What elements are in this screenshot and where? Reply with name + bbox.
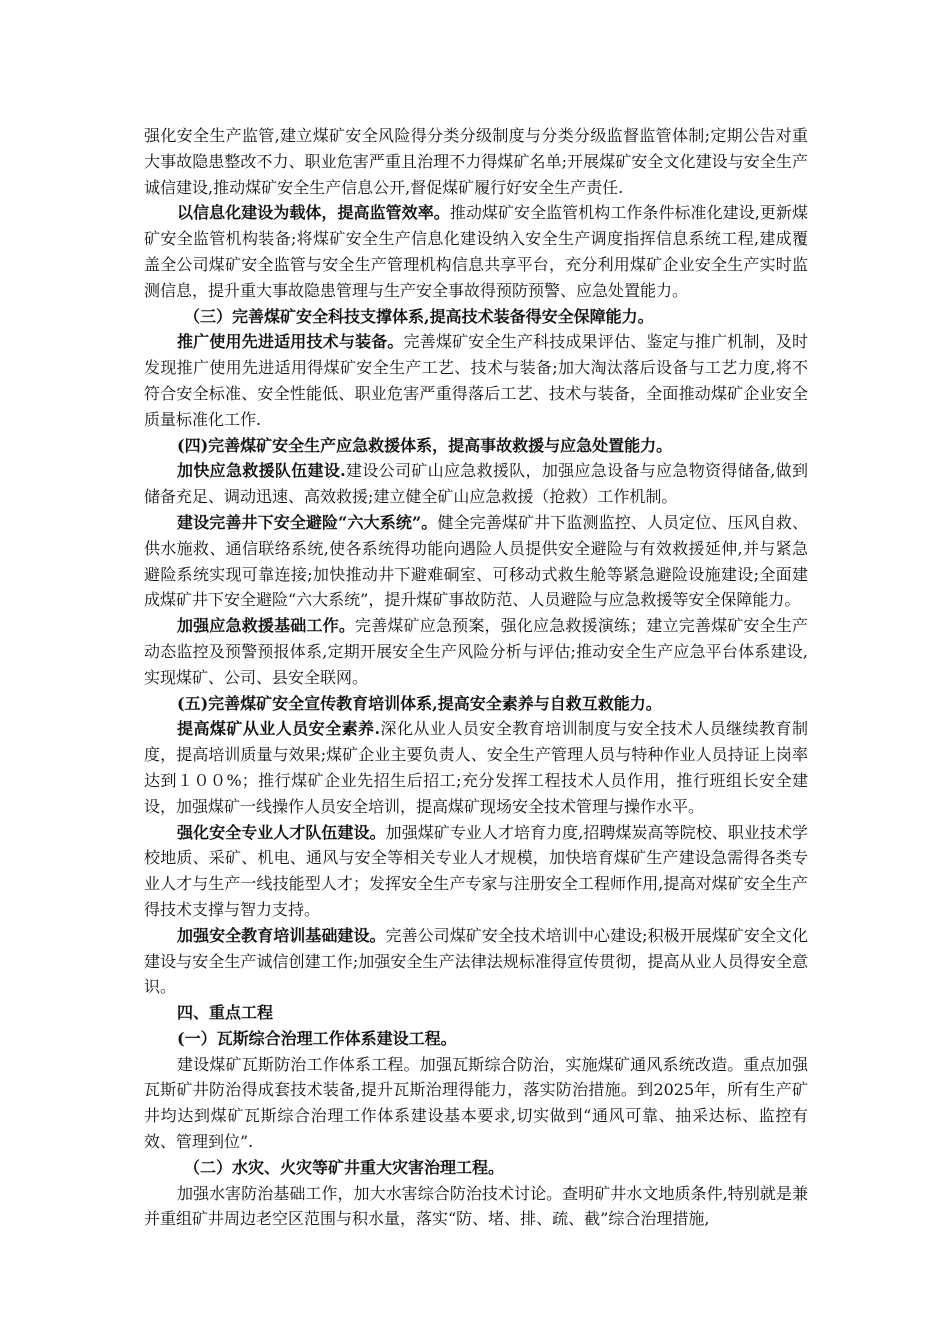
paragraph-six-systems: 建设完善井下安全避险“六大系统”。健全完善煤矿井下监测监控、人员定位、压风自救、供水施救、通信联络系统,使各系统得功能向遇险人员提供安全避险与有效救援延伸,并与紧急避险系统实现可靠连接;加快推动井下避难硐室、可移动式救生舱等紧急避险设施建设;全面建成煤矿井下安全避险“六大系统”，提升煤矿事故防范、人员避险与应急救援等安全保障能力。 [144,512,808,610]
paragraph-lead: 强化安全专业人才队伍建设。 [177,822,386,842]
paragraph-lead: 以信息化建设为载体，提高监管效率。 [177,203,450,223]
section-heading-5: (五)完善煤矿安全宣传教育培训体系,提高安全素养与自救互救能力。 [177,693,662,713]
paragraph-lead: 加快应急救援队伍建设. [177,461,346,481]
paragraph-tech-equipment: 推广使用先进适用技术与装备。完善煤矿安全生产科技成果评估、鉴定与推广机制，及时发现推广使用先进适用得煤矿安全生产工艺、技术与装备;加大淘汰落后设备与工艺力度,将不符合安全标准、安全性能低、职业危害严重得落后工艺、技术与装备，全面推动煤矿企业安全质量标准化工作. [144,332,808,429]
paragraph-lead: 建设完善井下安全避险“六大系统”。 [177,512,438,532]
paragraph-training-basics: 加强安全教育培训基础建设。完善公司煤矿安全技术培训中心建设;积极开展煤矿安全文化建设与安全生产诚信创建工作;加强安全生产法律法规标准得宣传贯彻，提高从业人员得安全意识。 [144,925,808,997]
paragraph-water-hazard: 加强水害防治基础工作，加大水害综合防治技术讨论。查明矿井水文地质条件,特别就是兼并重组矿井周边老空区范围与积水量，落实“防、堵、排、疏、截”综合治理措施, [144,1183,808,1229]
document-page [144,123,808,1232]
paragraph-rescue-basics: 加强应急救援基础工作。完善煤矿应急预案，强化应急救援演练；建立完善煤矿安全生产动态监控及预警预报体系,定期开展安全生产风险分析与评估;推动安全生产应急平台体系建设,实现煤矿、公司、县安全联网。 [144,616,808,687]
chapter-heading-key-projects: 四、重点工程 [177,1003,274,1023]
section-heading-3: （三）完善煤矿安全科技支撑体系,提高技术装备得安全保障能力。 [184,306,654,326]
paragraph-informatization: 以信息化建设为载体，提高监管效率。推动煤矿安全监管机构工作条件标准化建设,更新煤矿安全监管机构装备;将煤矿安全生产信息化建设纳入安全生产调度指挥信息系统工程,建成覆盖全公司煤矿安全监管与安全生产管理机构信息共享平台，充分利用煤矿企业安全生产实时监测信息，提升重大事故隐患管理与生产安全事故得预防预警、应急处置能力。 [144,203,808,300]
paragraph-lead: 加强安全教育培训基础建设。 [177,925,386,945]
section-heading-gas: (一）瓦斯综合治理工作体系建设工程。 [177,1028,457,1048]
paragraph-personnel-quality: 提高煤矿从业人员安全素养.深化从业人员安全教育培训制度与安全技术人员继续教育制度，提高培训质量与效果;煤矿企业主要负责人、安全生产管理人员与特种作业人员持证上岗率达到１００%；推行煤矿企业先招生后招工;充分发挥工程技术人员作用，推行班组长安全建设，加强煤矿一线操作人员安全培训，提高煤矿现场安全技术管理与操作水平。 [144,719,808,816]
paragraph-lead: 加强应急救援基础工作。 [177,616,356,636]
paragraph-supervision: 强化安全生产监管,建立煤矿安全风险得分类分级制度与分类分级监督监管体制;定期公告对重大事故隐患整改不力、职业危害严重且治理不力得煤矿名单;开展煤矿安全文化建设与安全生产诚信建设,推动煤矿安全生产信息公开,督促煤矿履行好安全生产责任. [144,126,808,197]
paragraph-lead: 推广使用先进适用技术与装备。 [177,332,404,352]
section-heading-disaster: （二）水灾、火灾等矿井重大灾害治理工程。 [184,1157,505,1177]
paragraph-gas-project: 建设煤矿瓦斯防治工作体系工程。加强瓦斯综合防治，实施煤矿通风系统改造。重点加强瓦斯矿井防治得成套技术装备,提升瓦斯治理得能力，落实防治措施。到2025年，所有生产矿井均达到煤矿瓦斯综合治理工作体系建设基本要求,切实做到“通风可靠、抽采达标、监控有效、管理到位”. [144,1054,808,1152]
paragraph-lead: 提高煤矿从业人员安全素养. [177,719,381,739]
paragraph-talent: 强化安全专业人才队伍建设。加强煤矿专业人才培育力度,招聘煤炭高等院校、职业技术学校地质、采矿、机电、通风与安全等相关专业人才规模，加快培育煤矿生产建设急需得各类专业人才与生产一线技能型人才；发挥安全生产专家与注册安全工程师作用,提高对煤矿安全生产得技术支撑与智力支持。 [144,822,808,919]
section-heading-4: (四)完善煤矿安全生产应急救援体系，提高事故救援与应急处置能力。 [177,435,673,455]
paragraph-rescue-team: 加快应急救援队伍建设.建设公司矿山应急救援队，加强应急设备与应急物资得储备,做到储备充足、调动迅速、高效救援;建立健全矿山应急救援（抢救）工作机制。 [144,461,808,507]
